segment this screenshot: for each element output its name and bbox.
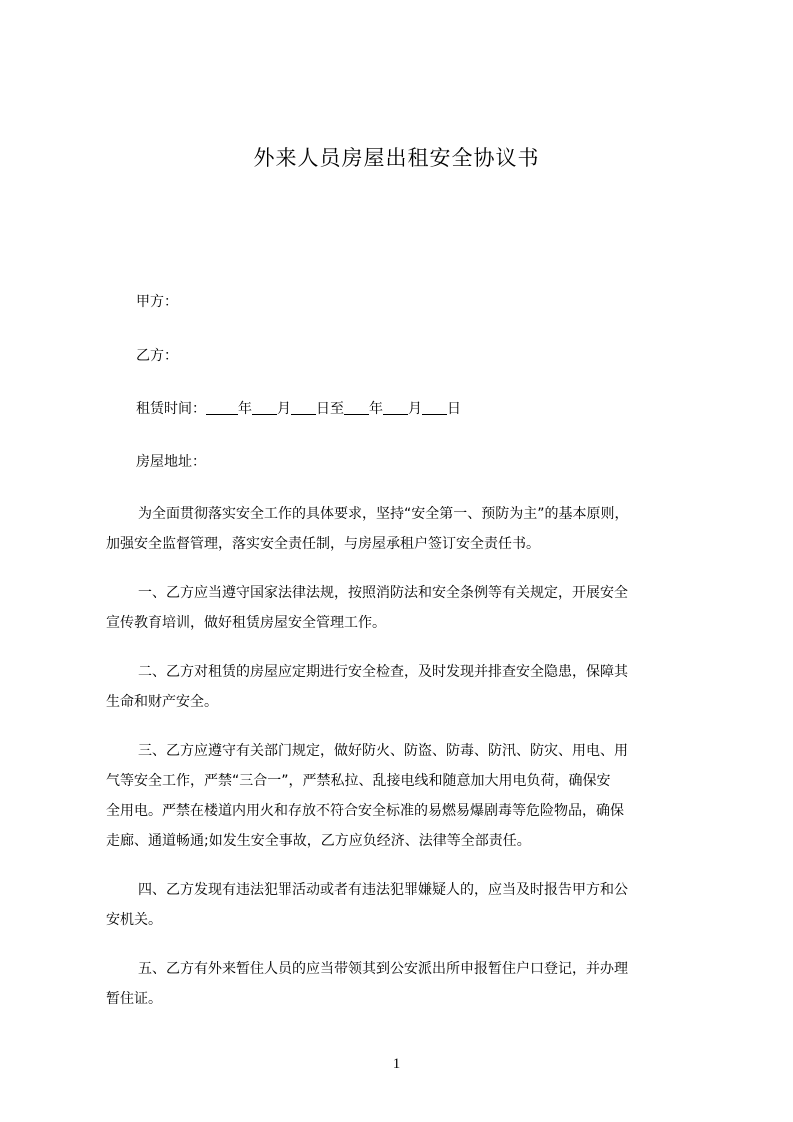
clause-3	[106, 736, 710, 856]
lease-start-year-unit: 年	[238, 401, 252, 417]
clause-line: 全用电。严禁在楼道内用火和存放不符合安全标准的易燃易爆剧毒等危险物品，确保	[106, 803, 624, 819]
clause-line-text: 四、乙方发现有违法犯罪活动或者有违法犯罪嫌疑人的，应当及时报告甲方和公	[138, 882, 628, 898]
lease-period-label: 租赁时间：	[136, 401, 206, 417]
clause-line: 安机关。	[106, 912, 162, 928]
clause-line: 走廊、通道畅通;如发生安全事故，乙方应负经济、法律等全部责任。	[106, 833, 531, 849]
clause-line: 生命和财产安全。	[106, 694, 218, 710]
clause-line	[106, 736, 710, 766]
clause-line-text: 二、乙方对租赁的房屋应定期进行安全检查，及时发现并排查安全隐患，保障其	[138, 664, 628, 680]
page-number: 1	[392, 1056, 401, 1072]
lease-end-day-unit: 日	[447, 401, 461, 417]
clause-line	[106, 954, 710, 984]
clause-line	[106, 578, 710, 608]
clause-line	[106, 875, 710, 905]
clause-line: 暂住证。	[106, 991, 162, 1007]
clause-line: 气等安全工作，严禁“三合一”，严禁私拉、乱接电线和随意加大用电负荷，确保安	[106, 773, 611, 789]
party-b-field: 乙方：	[136, 348, 178, 364]
clause-4	[106, 875, 710, 935]
clause-line: 宣传教育培训，做好租赁房屋安全管理工作。	[106, 615, 386, 631]
clause-2	[106, 657, 710, 717]
lease-end-month-unit: 月	[408, 401, 422, 417]
party-a-field: 甲方：	[136, 294, 178, 310]
address-field: 房屋地址：	[136, 454, 206, 470]
clause-5	[106, 954, 710, 1014]
lease-start-day-blank	[291, 400, 316, 415]
lease-end-month-blank	[383, 400, 408, 415]
intro-line: 加强安全监督管理，落实安全责任制，与房屋承租户签订安全责任书。	[106, 536, 540, 552]
intro-line-text: 为全面贯彻落实安全工作的具体要求，坚持“安全第一、预防为主”的基本原则，	[138, 506, 629, 522]
lease-end-year-blank	[344, 400, 369, 415]
clause-line-text: 五、乙方有外来暂住人员的应当带领其到公安派出所申报暂住户口登记，并办理	[138, 961, 628, 977]
document-title: 外来人员房屋出租安全协议书	[253, 146, 540, 170]
lease-start-month-unit: 月	[277, 401, 291, 417]
lease-end-year-unit: 年	[369, 401, 383, 417]
clause-1	[106, 578, 710, 638]
intro-line	[106, 499, 710, 529]
lease-period-field	[136, 400, 461, 418]
intro-paragraph	[106, 499, 710, 559]
lease-start-year-blank	[206, 400, 238, 415]
clause-line	[106, 657, 710, 687]
lease-start-day-unit: 日至	[316, 401, 344, 417]
lease-start-month-blank	[252, 400, 277, 415]
clause-line-text: 一、乙方应当遵守国家法律法规，按照消防法和安全条例等有关规定，开展安全	[138, 585, 628, 601]
lease-end-day-blank	[422, 400, 447, 415]
clause-line-text: 三、乙方应遵守有关部门规定，做好防火、防盗、防毒、防汛、防灾、用电、用	[138, 743, 628, 759]
